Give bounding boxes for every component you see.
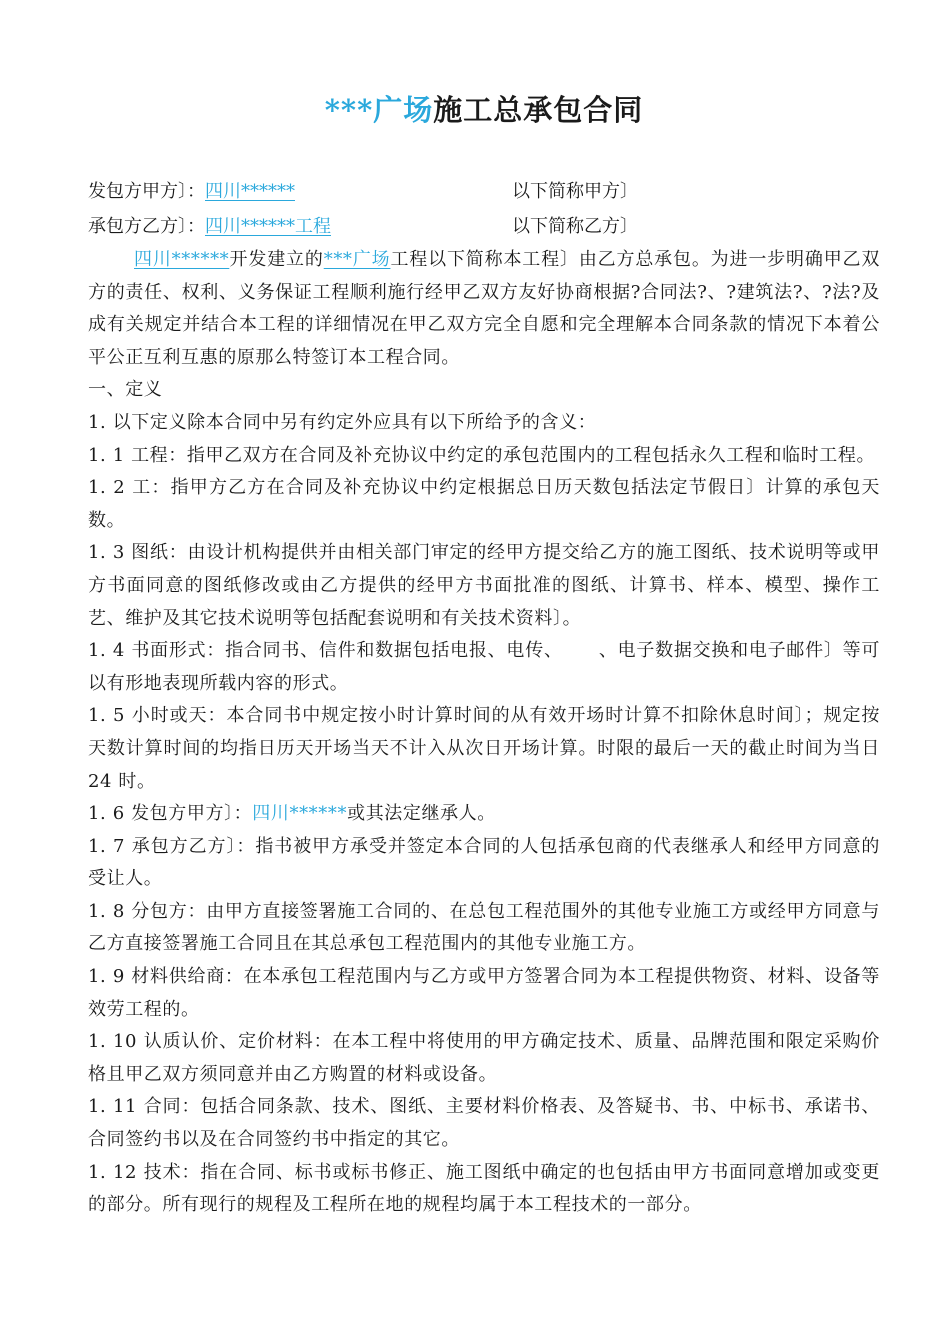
parties-block	[88, 174, 880, 244]
intro-paragraph	[88, 244, 880, 374]
contract-title	[88, 88, 880, 132]
party-employer-label: 发包方甲方〕：	[88, 181, 205, 202]
clause-1-4-part-a: 1. 4 书面形式：指合同书、信件和数据包括电报、电传、	[88, 640, 563, 662]
clause-1: 1. 以下定义除本合同中另有约定外应具有以下所给予的含义：	[88, 411, 597, 433]
clause-1-2: 1. 2 工：指甲方乙方在合同及补充协议中约定根据总日历天数包括法定节假日〕计算的承包天数。	[88, 477, 880, 531]
clause-1-6	[88, 798, 880, 831]
clause-1-4-part-b: 、电子数据交换和电子邮件〕等可以有形地表现所载内容的形式。	[88, 640, 880, 694]
intro-text1: 开发建立的	[229, 249, 324, 270]
party-contractor-row	[88, 209, 880, 244]
intro-text2: 工程以下简称本工程〕由乙方总承包。为进一步明确甲乙双方的责任、权利、义务保证工程顺利施行经甲乙双方友好协商根据?合同法?、?建筑法?、?法?及成有关规定并结合本工程的详细情况在甲乙双方完全自愿和完全理解本合同条款的情况下本着公平公正互利互惠的原那么特签订本工程合同。	[88, 249, 880, 368]
party-contractor-name: 四川******工程	[205, 216, 331, 237]
clause-1-8: 1. 8 分包方：由甲方直接签署施工合同的、在总包工程范围外的其他专业施工方或经甲方同意与乙方直接签署施工合同且在其总承包工程范围内的其他专业施工方。	[88, 900, 880, 955]
clause-1-6-text: 或其法定继承人。	[347, 803, 496, 825]
clause-1-9: 1. 9 材料供给商：在本承包工程范围内与乙方或甲方签署合同为本工程提供物资、材料、设备等效劳工程的。	[88, 966, 880, 1020]
party-employer-row	[88, 174, 880, 209]
clause-1-6-label: 1. 6 发包方甲方〕：	[88, 803, 253, 825]
section-heading: 一、定义	[88, 379, 163, 401]
clause-1-3: 1. 3 图纸：由设计机构提供并由相关部门审定的经甲方提交给乙方的施工图纸、技术说明等或甲方书面同意的图纸修改或由乙方提供的经甲方书面批准的图纸、计算书、样本、模型、操作工艺、维护及其它技术说明等包括配套说明和有关技术资料〕。	[88, 542, 880, 629]
clause-1-11: 1. 11 合同：包括合同条款、技术、图纸、主要材料价格表、及答疑书、书、中标书、承诺书、合同签约书以及在合同签约书中指定的其它。	[88, 1096, 880, 1151]
clause-1-6-name: 四川******	[252, 803, 348, 825]
clause-1-4	[88, 635, 880, 700]
party-contractor-note: 以下简称乙方〕	[512, 216, 638, 237]
clause-1-5: 1. 5 小时或天：本合同书中规定按小时计算时间的从有效开场时计算不扣除休息时间〕；规定按天数计算时间的均指日历天开场当天不计入从次日开场计算。时限的最后一天的截止时间为当日 24 时。	[88, 705, 880, 792]
party-employer-note: 以下简称甲方〕	[512, 181, 638, 202]
clause-1-7: 1. 7 承包方乙方〕：指书被甲方承受并签定本合同的人包括承包商的代表继承人和经甲方同意的受让人。	[88, 835, 880, 890]
project-name-highlight: ***广场	[324, 93, 434, 127]
title-text: 施工总承包合同	[433, 93, 644, 127]
intro-name2: ***广场	[323, 249, 391, 270]
intro-name1: 四川******	[134, 249, 230, 270]
party-contractor-label: 承包方乙方〕：	[88, 216, 205, 237]
clause-1-12: 1. 12 技术：指在合同、标书或标书修正、施工图纸中确定的也包括由甲方书面同意增加或变更的部分。所有现行的规程及工程所在地的规程均属于本工程技术的一部分。	[88, 1161, 880, 1216]
party-employer-name: 四川******	[205, 181, 295, 202]
clause-1-1: 1. 1 工程：指甲乙双方在合同及补充协议中约定的承包范围内的工程包括永久工程和临时工程。	[88, 444, 876, 466]
clause-1-10: 1. 10 认质认价、定价材料：在本工程中将使用的甲方确定技术、质量、品牌范围和限定采购价格且甲乙双方须同意并由乙方购置的材料或设备。	[88, 1031, 880, 1085]
